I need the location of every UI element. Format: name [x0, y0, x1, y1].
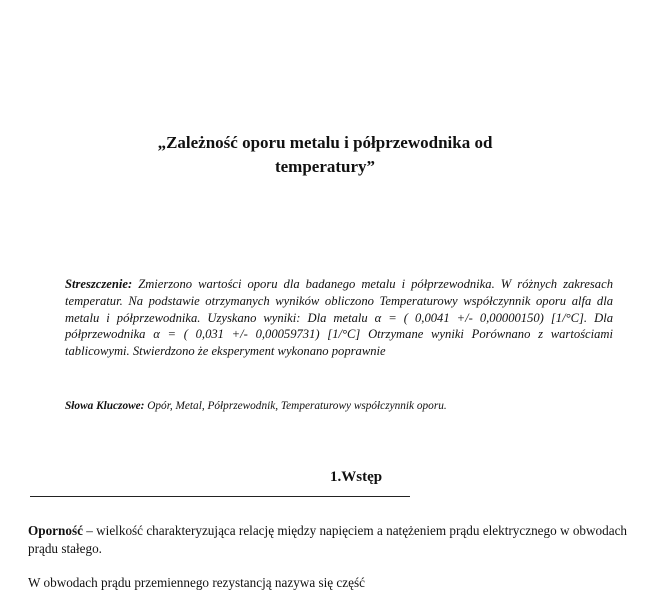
keywords — [65, 398, 625, 414]
keywords-label: Słowa Kluczowe: — [65, 400, 145, 412]
abstract-semiconductor-result: α = ( 0,031 +/- 0,00059731) [1/°C] — [153, 327, 361, 342]
abstract-metal-result: α = ( 0,0041 +/- 0,00000150) [1/°C]. — [374, 310, 588, 325]
section-heading: 1.Wstęp — [330, 469, 383, 485]
definition-text: – wielkość charakteryzująca relację między napięciem a natężeniem prądu elektrycznego w obwodach prądu stałego. — [28, 523, 628, 556]
definition-term: Oporność — [28, 523, 83, 538]
abstract-text-3: Otrzymane wyniki Porównano z wartościami tablicowymi. Stwierdzono że eksperyment wykonano poprawnie — [65, 327, 613, 359]
title-line-1: „Zależność oporu metalu i półprzewodnika od — [157, 133, 493, 152]
keywords-text: Opór, Metal, Półprzewodnik, Temperaturowy współczynnik oporu. — [147, 400, 447, 412]
abstract — [65, 276, 613, 360]
abstract-text-2: Dla półprzewodnika — [65, 310, 613, 342]
abstract-label: Streszczenie: — [65, 277, 133, 291]
title-line-2: temperatury” — [274, 157, 376, 176]
paper-title — [0, 131, 650, 179]
section-divider — [30, 496, 410, 497]
abstract-text-1: Zmierzono wartości oporu dla badanego metalu i półprzewodnika. W różnych zakresach temperatur. Na podstawie otrzymanych wyników obliczono Temperaturowy współczynnik oporu alfa dla metalu i półprzewodnika. Uzyskano wyniki: Dla metalu — [65, 277, 613, 325]
body-paragraph-2: W obwodach prądu przemiennego rezystancją nazywa się część — [28, 575, 365, 590]
definition-paragraph — [28, 522, 628, 558]
